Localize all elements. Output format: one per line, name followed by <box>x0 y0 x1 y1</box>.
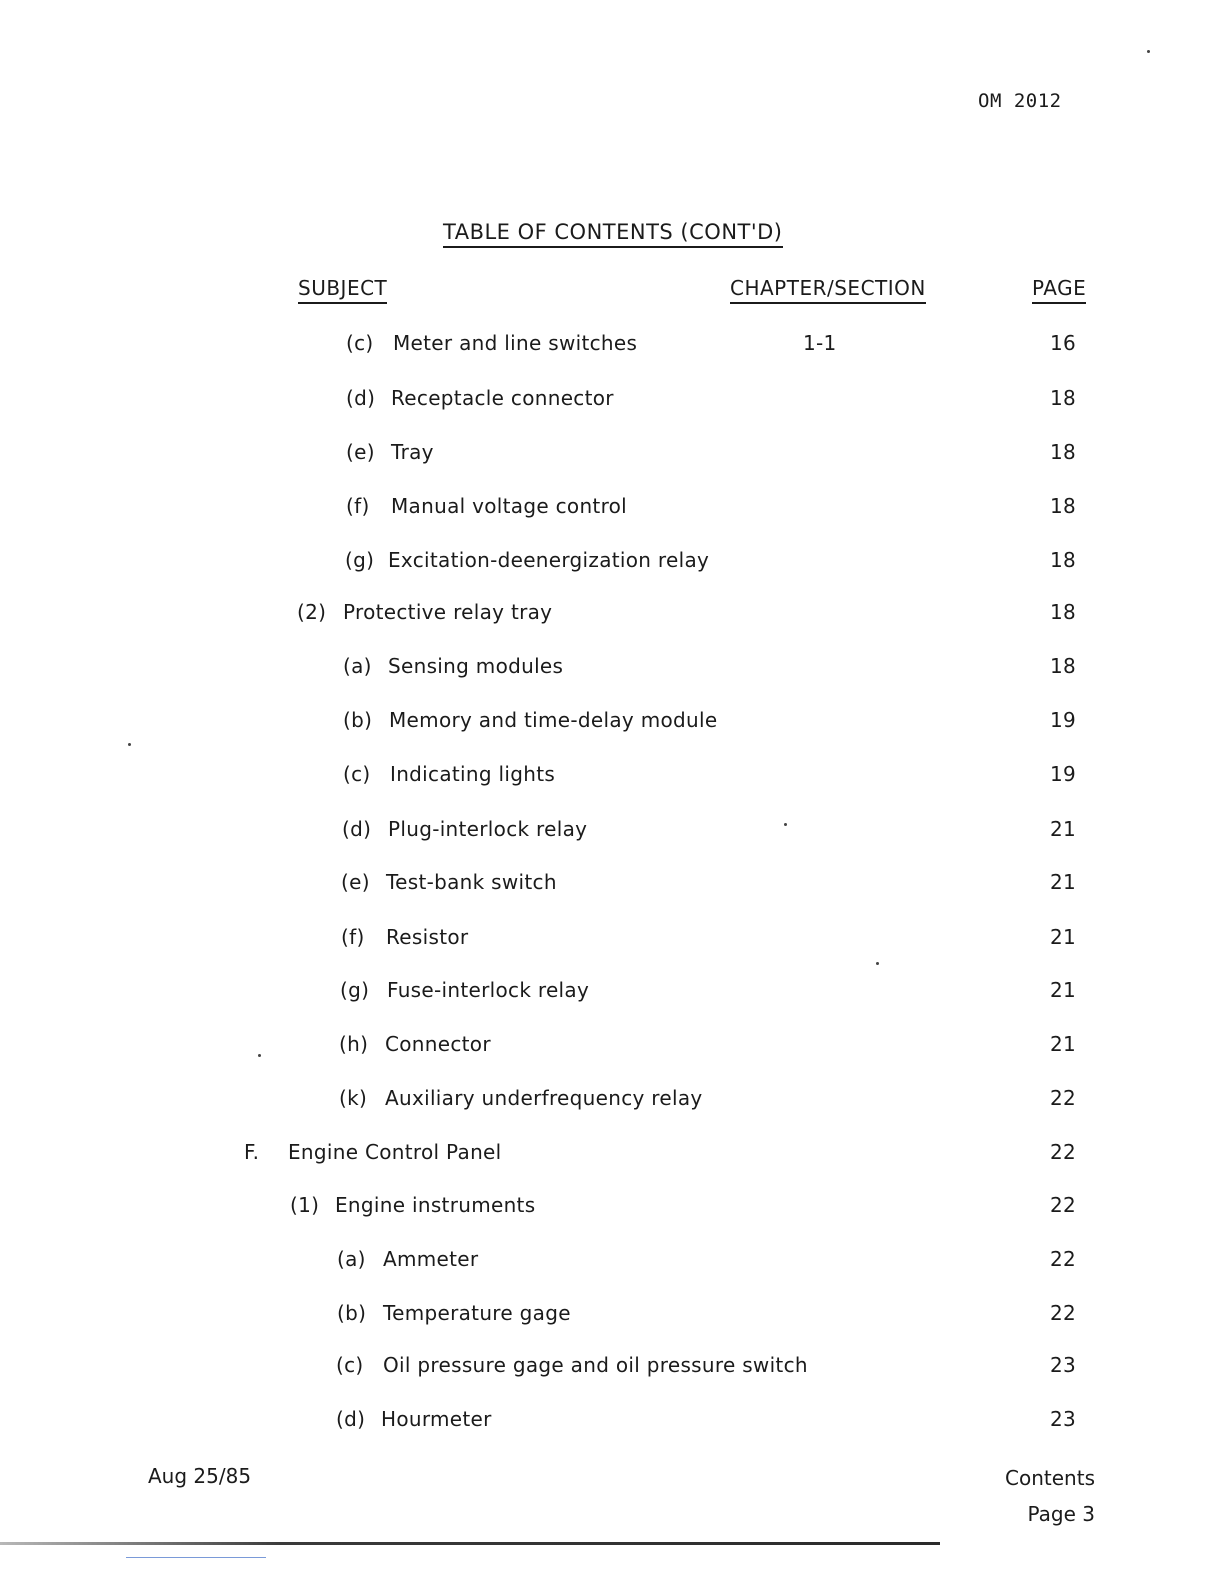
entry-text: Engine Control Panel <box>288 1140 502 1164</box>
entry-label: (e) <box>346 440 375 464</box>
entry-page: 22 <box>1049 1301 1076 1325</box>
toc-entry <box>0 975 1224 1005</box>
toc-entry <box>0 651 1224 681</box>
entry-label: (f) <box>341 925 365 949</box>
footer-section: Contents <box>1005 1466 1095 1490</box>
footer-page-ref <box>1005 1460 1095 1532</box>
toc-entry <box>0 922 1224 952</box>
entry-text: Test-bank switch <box>386 870 557 894</box>
toc-entry <box>0 814 1224 844</box>
toc-entry <box>0 328 1224 358</box>
toc-entry <box>0 437 1224 467</box>
entry-label: (c) <box>346 331 374 355</box>
toc-entry <box>0 705 1224 735</box>
entry-text: Meter and line switches <box>393 331 638 355</box>
entry-page: 21 <box>1049 817 1076 841</box>
entry-label: (g) <box>345 548 375 572</box>
entry-text: Sensing modules <box>388 654 564 678</box>
entry-label: (k) <box>339 1086 368 1110</box>
footer-date: Aug 25/85 <box>148 1464 252 1488</box>
entry-page: 21 <box>1049 1032 1076 1056</box>
entry-label: (b) <box>337 1301 367 1325</box>
entry-label: (a) <box>343 654 372 678</box>
page-title: TABLE OF CONTENTS (CONT'D) <box>443 220 783 248</box>
toc-entry <box>0 1404 1224 1434</box>
toc-entry <box>0 1137 1224 1167</box>
toc-entry <box>0 867 1224 897</box>
entry-text: Oil pressure gage and oil pressure switch <box>383 1353 808 1377</box>
scan-speck <box>784 823 787 826</box>
entry-page: 22 <box>1049 1193 1076 1217</box>
entry-label: (f) <box>346 494 370 518</box>
toc-entry <box>0 1350 1224 1380</box>
entry-text: Resistor <box>386 925 469 949</box>
entry-label: (a) <box>337 1247 366 1271</box>
toc-entry <box>0 597 1224 627</box>
entry-text: Connector <box>385 1032 491 1056</box>
entry-label: (c) <box>336 1353 364 1377</box>
entry-text: Fuse-interlock relay <box>387 978 590 1002</box>
scan-edge-line <box>0 1542 940 1545</box>
entry-text: Protective relay tray <box>343 600 553 624</box>
entry-label: (e) <box>341 870 370 894</box>
entry-page: 18 <box>1049 494 1076 518</box>
entry-text: Engine instruments <box>335 1193 536 1217</box>
entry-page: 16 <box>1049 331 1076 355</box>
footer-page-number: Page 3 <box>1027 1502 1095 1526</box>
entry-label: (d) <box>336 1407 366 1431</box>
toc-entry <box>0 759 1224 789</box>
toc-entry <box>0 1298 1224 1328</box>
entry-text: Memory and time-delay module <box>389 708 718 732</box>
entry-text: Receptacle connector <box>391 386 614 410</box>
toc-entry <box>0 1083 1224 1113</box>
entry-page: 18 <box>1049 386 1076 410</box>
entry-page: 21 <box>1049 978 1076 1002</box>
toc-entry <box>0 545 1224 575</box>
scan-speck <box>876 962 879 965</box>
entry-label: (d) <box>342 817 372 841</box>
entry-page: 21 <box>1049 870 1076 894</box>
entry-text: Tray <box>391 440 434 464</box>
scan-speck <box>128 743 131 746</box>
entry-page: 23 <box>1049 1407 1076 1431</box>
entry-page: 18 <box>1049 654 1076 678</box>
entry-page: 19 <box>1049 708 1076 732</box>
entry-label: (b) <box>343 708 373 732</box>
scan-speck <box>1147 50 1150 53</box>
entry-text: Auxiliary underfrequency relay <box>385 1086 703 1110</box>
entry-text: Indicating lights <box>390 762 556 786</box>
entry-page: 23 <box>1049 1353 1076 1377</box>
entry-label: (d) <box>346 386 376 410</box>
column-header-page: PAGE <box>1032 276 1086 304</box>
entry-text: Temperature gage <box>383 1301 571 1325</box>
entry-text: Excitation-deenergization relay <box>388 548 710 572</box>
entry-label: (1) <box>290 1193 320 1217</box>
entry-text: Plug-interlock relay <box>388 817 588 841</box>
entry-page: 22 <box>1049 1247 1076 1271</box>
entry-label: (h) <box>339 1032 369 1056</box>
entry-text: Manual voltage control <box>391 494 628 518</box>
entry-page: 22 <box>1049 1086 1076 1110</box>
entry-text: Hourmeter <box>381 1407 492 1431</box>
document-id: OM 2012 <box>978 90 1062 112</box>
entry-page: 18 <box>1049 548 1076 572</box>
entry-label: (2) <box>297 600 327 624</box>
entry-label: (g) <box>340 978 370 1002</box>
entry-label: (c) <box>343 762 371 786</box>
column-header-chapter: CHAPTER/SECTION <box>730 276 926 304</box>
scan-speck <box>258 1054 261 1057</box>
toc-entry <box>0 1244 1224 1274</box>
toc-entry <box>0 1190 1224 1220</box>
scan-edge-line-blue <box>126 1557 266 1558</box>
toc-entry <box>0 491 1224 521</box>
entry-chapter: 1-1 <box>803 331 837 355</box>
entry-page: 21 <box>1049 925 1076 949</box>
entry-page: 18 <box>1049 600 1076 624</box>
column-header-subject: SUBJECT <box>298 276 387 304</box>
toc-entry <box>0 383 1224 413</box>
entry-text: Ammeter <box>383 1247 479 1271</box>
entry-label: F. <box>244 1140 260 1164</box>
entry-page: 19 <box>1049 762 1076 786</box>
entry-page: 22 <box>1049 1140 1076 1164</box>
toc-entry <box>0 1029 1224 1059</box>
entry-page: 18 <box>1049 440 1076 464</box>
